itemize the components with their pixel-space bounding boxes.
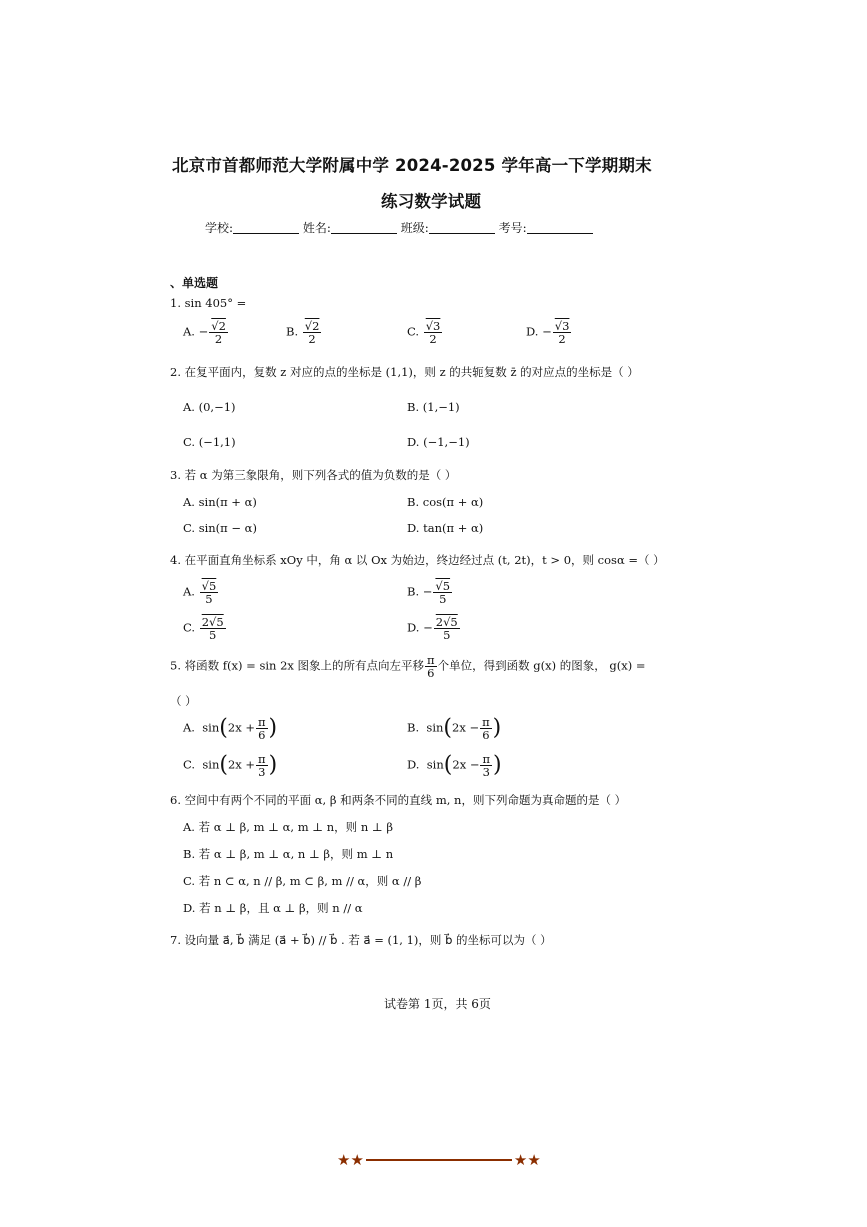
class-label: 班级: (400, 221, 429, 235)
class-blank[interactable] (429, 221, 495, 234)
star-icon: ★★ (337, 1151, 364, 1169)
q5-option-a: A. sin(2x + $\frac{\pi}{6}$ ) (183, 715, 278, 743)
q6-option-c: C. 若 n ⊂ α, n // β, m ⊂ β, m // α，则 α // β (183, 874, 422, 888)
q2-option-c: C. (−1,1) (183, 435, 236, 449)
question-2: 2. 在复平面内，复数 z 对应的点的坐标是 (1,1)，则 z 的共轭复数 z̄ 的对应点的坐标是（ ） (170, 365, 639, 379)
page-footer: 试卷第 1页，共 6页 (384, 997, 491, 1011)
divider-line (366, 1159, 512, 1161)
q4-option-c: C. $\frac{2√5}{5}$ (183, 615, 224, 643)
school-label: 学校: (205, 221, 234, 235)
exam-number-label: 考号: (498, 221, 527, 235)
bottom-ornament (337, 1150, 541, 1169)
q1-option-a: A. − $\frac{√2}{2}$ (183, 319, 226, 347)
q1-option-c: C. $\frac{√3}{2}$ (407, 319, 441, 347)
school-blank[interactable] (233, 221, 299, 234)
name-label: 姓名: (302, 221, 331, 235)
q1-option-b: B. $\frac{√2}{2}$ (286, 319, 320, 347)
q3-option-a: A. sin(π + α) (183, 495, 257, 509)
question-4: 4. 在平面直角坐标系 xOy 中，角 α 以 Ox 为始边，终边经过点 (t, 2t)，t > 0，则 cosα =（ ） (170, 553, 665, 567)
q2-option-d: D. (−1,−1) (407, 435, 470, 449)
question-5-paren: （ ） (170, 694, 197, 708)
student-info-line (205, 219, 593, 236)
page-title-line1: 北京市首都师范大学附属中学 2024-2025 学年高一下学期期末 (172, 156, 652, 175)
page-title-line2: 练习数学试题 (381, 192, 482, 211)
name-blank[interactable] (331, 221, 397, 234)
q3-option-b: B. cos(π + α) (407, 495, 484, 509)
question-7: 7. 设向量 a⃗, b⃗ 满足 (a⃗ + b⃗) // b⃗ . 若 a⃗ = (1, 1)，则 b⃗ 的坐标可以为（ ） (170, 933, 552, 947)
q2-option-b: B. (1,−1) (407, 400, 460, 414)
q1-option-d: D. − $\frac{√3}{2}$ (526, 319, 570, 347)
q4-option-a: A. $\frac{√5}{5}$ (183, 579, 217, 607)
q6-option-a: A. 若 α ⊥ β, m ⊥ α, m ⊥ n，则 n ⊥ β (183, 820, 394, 834)
q3-option-d: D. tan(π + α) (407, 521, 484, 535)
section-heading: 、单选题 (170, 276, 219, 290)
q4-option-d: D. − $\frac{2√5}{5}$ (407, 615, 458, 643)
q5-option-b: B. sin(2x − $\frac{\pi}{6}$ ) (407, 715, 502, 743)
star-icon: ★★ (513, 1151, 541, 1169)
exam-number-blank[interactable] (527, 221, 593, 234)
q3-option-c: C. sin(π − α) (183, 521, 257, 535)
q2-option-a: A. (0,−1) (183, 400, 236, 414)
q5-option-c: C. sin(2x + $\frac{\pi}{3}$ ) (183, 752, 278, 780)
q6-option-b: B. 若 α ⊥ β, m ⊥ α, n ⊥ β，则 m ⊥ n (183, 847, 394, 861)
question-1: 1. sin 405° = (170, 296, 247, 310)
q6-option-d: D. 若 n ⊥ β，且 α ⊥ β，则 n // α (183, 901, 363, 915)
question-3: 3. 若 α 为第三象限角，则下列各式的值为负数的是（ ） (170, 468, 457, 482)
q4-option-b: B. − $\frac{√5}{5}$ (407, 579, 451, 607)
question-5: 5. 将函数 f(x) = sin 2x 图象上的所有点向左平移 $\frac{\pi}{6}$ 个单位，得到函数 g(x) 的图象， g(x) = (170, 653, 646, 681)
question-6: 6. 空间中有两个不同的平面 α, β 和两条不同的直线 m, n，则下列命题为真命题的是（ ） (170, 793, 627, 807)
q5-option-d: D. sin(2x − $\frac{\pi}{3}$ ) (407, 752, 502, 780)
